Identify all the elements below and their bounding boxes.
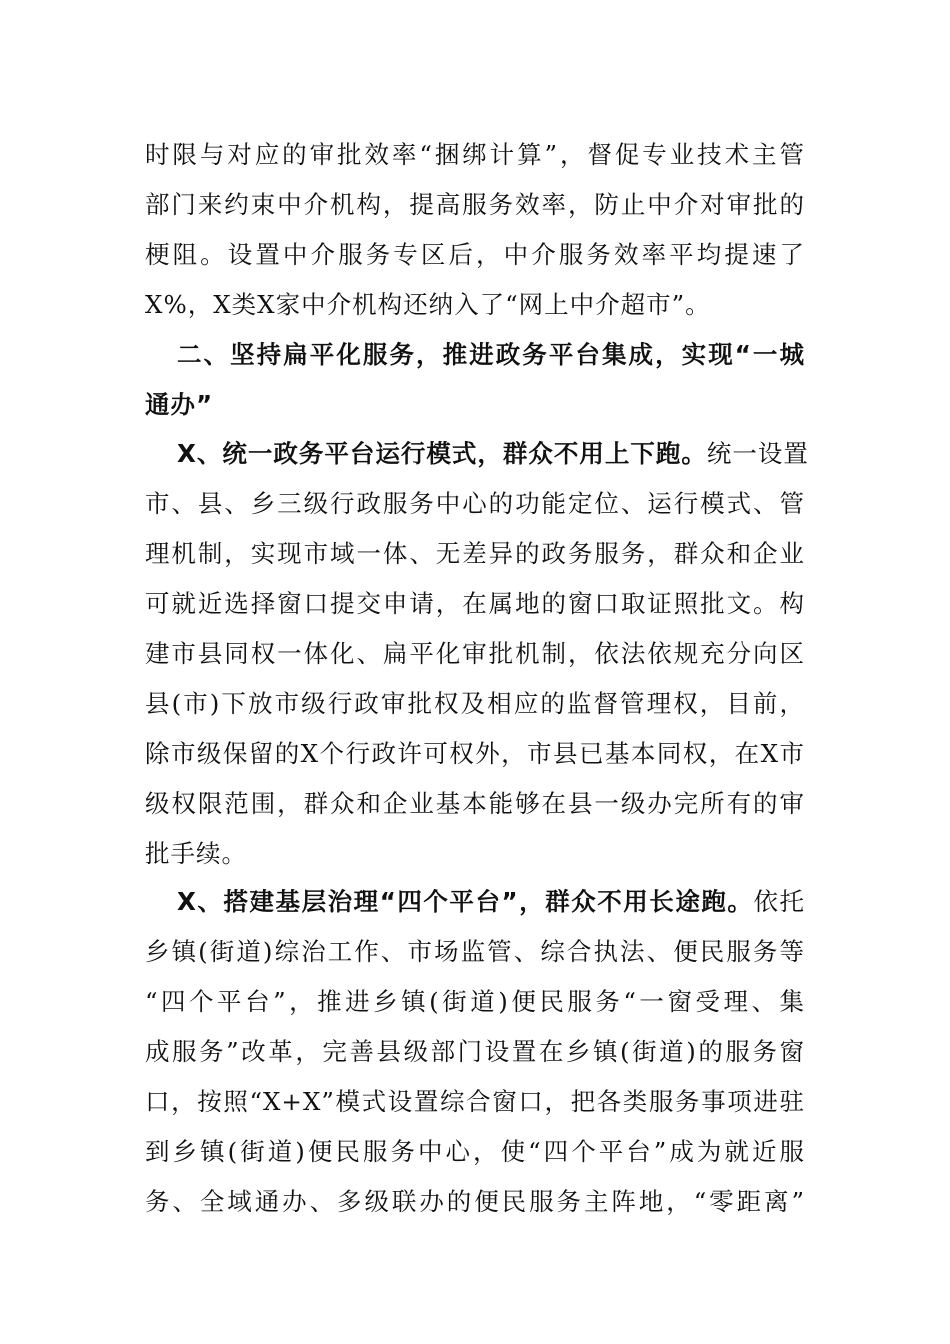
section-heading: 二、坚持扁平化服务，推进政务平台集成，实现“一城 [177,340,805,369]
paragraph-text: 依托 [753,887,806,916]
paragraph-text: 统一设置 [706,439,809,468]
paragraph-line: 建市县同权一体化、扁平化审批机制，依法依规充分向区 [145,639,805,668]
paragraph-line: 部门来约束中介机构，提高服务效率，防止中介对审批的 [145,190,805,219]
paragraph-line: 理机制，实现市域一体、无差异的政务服务，群众和企业 [145,539,805,568]
paragraph-line: 时限与对应的审批效率“捆绑计算”，督促专业技术主管 [145,140,805,169]
paragraph-line: 成服务”改革，完善县级部门设置在乡镇(街道)的服务窗 [145,1037,805,1066]
paragraph-lead-title: X、统一政务平台运行模式，群众不用上下跑。 [177,439,707,468]
paragraph-line: 级权限范围，群众和企业基本能够在县一级办完所有的审 [145,789,805,818]
paragraph-line: 批手续。 [145,839,247,868]
paragraph-line: 除市级保留的X个行政许可权外，市县已基本同权，在X市 [145,739,805,768]
paragraph-line: X%，X类X家中介机构还纳入了“网上中介超市”。 [145,290,711,319]
paragraph-line: 市、县、乡三级行政服务中心的功能定位、运行模式、管 [145,489,805,518]
paragraph-first-line [177,434,809,474]
paragraph-line: 到乡镇(街道)便民服务中心，使“四个平台”成为就近服 [145,1137,805,1166]
paragraph-first-line [177,882,805,922]
paragraph-lead-title: X、搭建基层治理“四个平台”，群众不用长途跑。 [177,887,754,916]
paragraph-line: 梗阻。设置中介服务专区后，中介服务效率平均提速了 [145,240,805,269]
paragraph-line: “四个平台”，推进乡镇(街道)便民服务“一窗受理、集 [145,987,805,1016]
paragraph-line: 务、全域通办、多级联办的便民服务主阵地，“零距离” [145,1187,805,1216]
paragraph-line: 乡镇(街道)综治工作、市场监管、综合执法、便民服务等 [145,937,805,966]
paragraph-line: 县(市)下放市级行政审批权及相应的监督管理权，目前， [145,689,805,718]
paragraph-line: 可就近选择窗口提交申请，在属地的窗口取证照批文。构 [145,589,805,618]
section-heading: 通办” [145,390,214,419]
paragraph-line: 口，按照“X+X”模式设置综合窗口，把各类服务事项进驻 [145,1087,805,1116]
